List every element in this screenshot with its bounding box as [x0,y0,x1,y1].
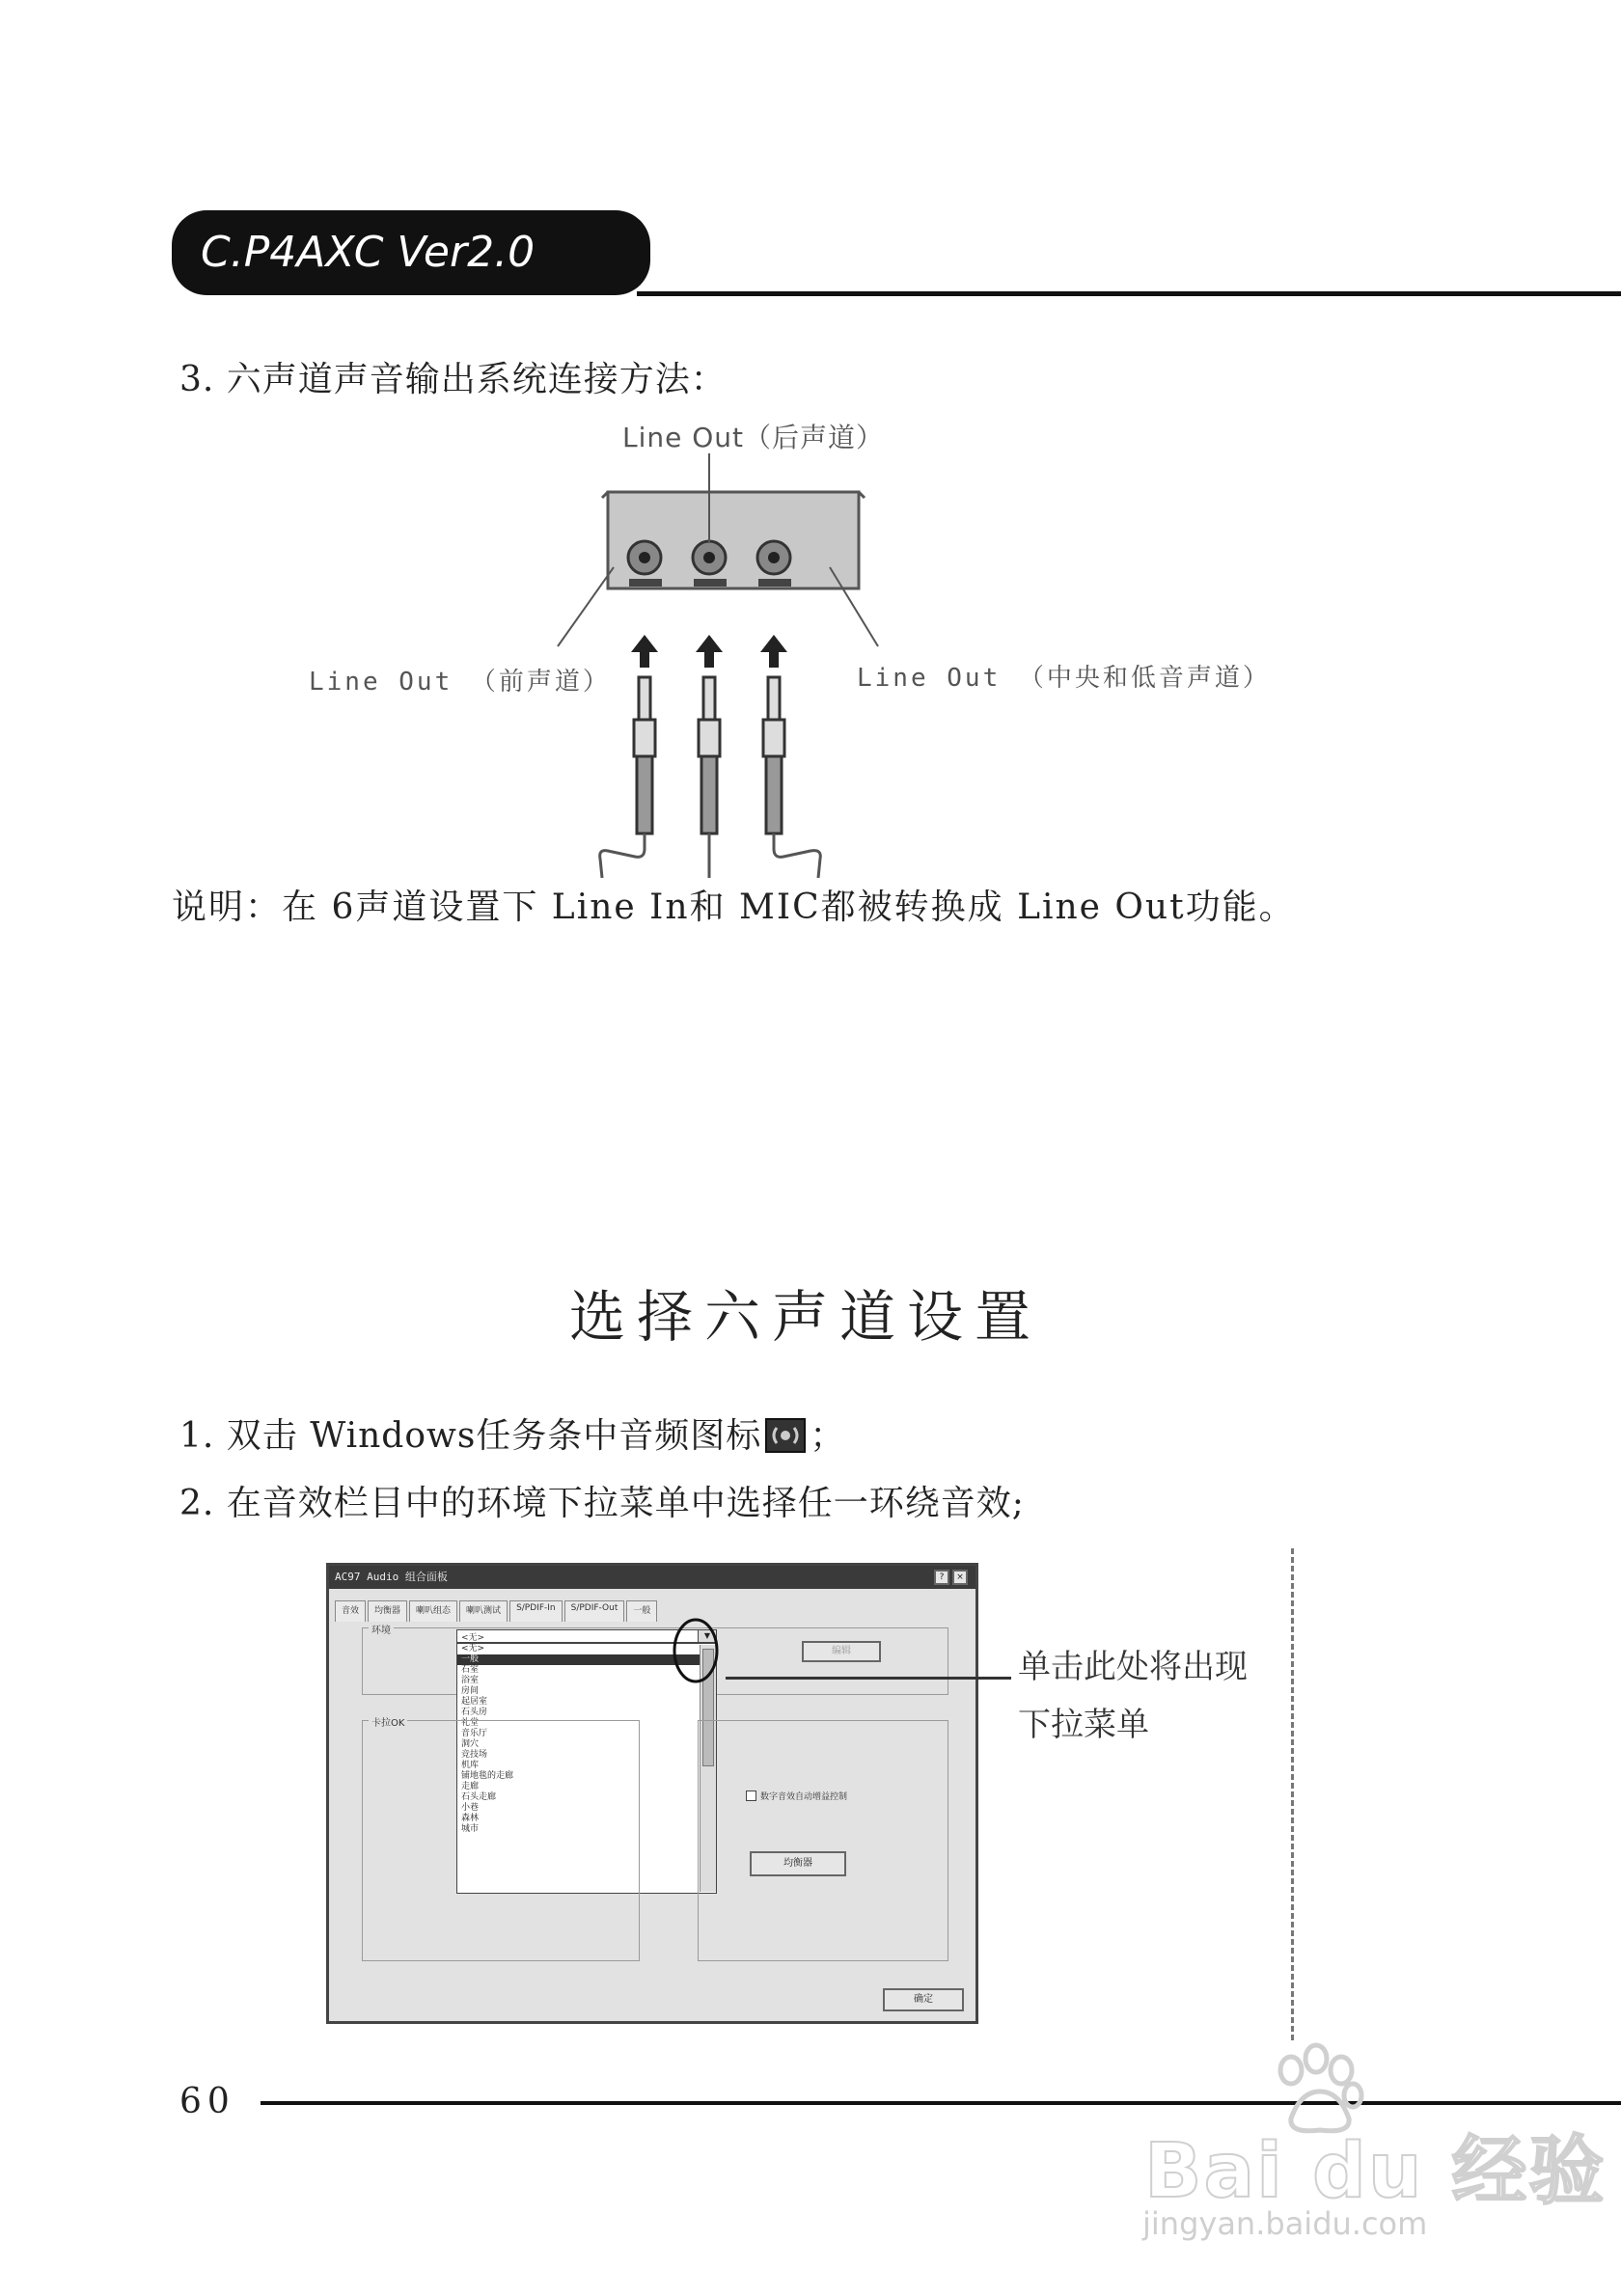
list-item[interactable]: 走廊 [461,1782,480,1791]
list-item[interactable]: 铺地毯的走廊 [461,1771,514,1781]
label-line-out-center: Line Out （中央和低音声道） [857,664,1271,693]
highlight-ellipse [667,1614,725,1691]
list-item[interactable]: 洞穴 [461,1739,480,1749]
list-item[interactable]: 浴室 [461,1676,480,1685]
agc-checkbox-row[interactable] [746,1790,847,1802]
tab-speaker-config[interactable]: 喇叭组态 [409,1600,457,1622]
tab-spdif-in[interactable]: S/PDIF-In [509,1600,563,1622]
group-karaoke [362,1720,640,1961]
audio-plugs [634,677,784,834]
page-number: 60 [179,2082,235,2121]
header-rule [637,291,1621,296]
window-title: AC97 Audio 组合面板 [335,1571,448,1583]
insert-arrows [631,635,787,668]
callout-line1: 单击此处将出现 [1018,1648,1248,1686]
edit-button[interactable]: 编辑 [802,1641,881,1662]
help-button[interactable]: ? [934,1570,949,1585]
tab-effects[interactable]: 音效 [335,1600,366,1622]
watermark-brand: Bai du 经验 [1144,2128,1607,2215]
group-environment-label: 环境 [369,1622,394,1636]
jack-center [757,541,791,587]
list-item[interactable]: 石头房 [461,1708,488,1717]
footer-rule [261,2101,1621,2105]
list-item[interactable]: 城市 [461,1824,480,1834]
tab-general[interactable]: 一般 [626,1600,657,1622]
callout-leader [726,1677,1011,1680]
audio-control-panel-screenshot [326,1563,978,2024]
dotted-margin-line [1291,1548,1294,2040]
step1-text: 1. 双击 Windows任务条中音频图标 [179,1416,762,1456]
audio-tray-icon [765,1418,806,1453]
list-item[interactable]: 起居室 [461,1697,488,1707]
list-item[interactable]: 石头走廊 [461,1792,497,1802]
step2: 2. 在音效栏目中的环境下拉菜单中选择任一环绕音效; [179,1484,1025,1523]
step1-end: ； [810,1416,846,1456]
tab-speaker-test[interactable]: 喇叭测试 [459,1600,508,1622]
header-title-banner [172,210,650,295]
tab-equalizer[interactable]: 均衡器 [368,1600,407,1622]
environment-dropdown-value: <无> [461,1633,485,1643]
list-item[interactable]: 森林 [461,1814,480,1823]
close-icon[interactable]: × [952,1570,968,1585]
callout-line2: 下拉菜单 [1018,1706,1149,1744]
list-item[interactable]: 竞技场 [461,1750,488,1760]
step1 [179,1408,845,1458]
window-title-bar [329,1566,975,1589]
audio-jack-diagram [540,453,965,878]
agc-checkbox[interactable] [746,1790,756,1801]
list-item[interactable]: 礼堂 [461,1718,480,1728]
window-controls [934,1570,968,1585]
jack-rear [693,541,727,587]
list-item[interactable]: 机库 [461,1761,480,1770]
label-line-out-rear: Line Out（后声道） [622,422,885,453]
tab-spdif-out[interactable]: S/PDIF-Out [564,1600,625,1622]
agc-checkbox-label: 数字音效自动增益控制 [760,1792,848,1802]
tab-bar [335,1600,659,1622]
list-item[interactable]: 房间 [461,1686,480,1696]
list-item[interactable]: 一般 [457,1654,716,1665]
list-item[interactable]: 石室 [461,1665,480,1675]
jack-front [628,541,662,587]
group-right [698,1720,948,1961]
section1-heading: 3. 六声道声音输出系统连接方法： [179,360,727,399]
list-item[interactable]: <无> [461,1644,485,1654]
section1-note: 说明：在 6声道设置下 Line In和 MIC都被转换成 Line Out功能。 [172,888,1296,927]
plug-cables [600,834,821,878]
list-item[interactable]: 小巷 [461,1803,480,1813]
section2-title: 选择六声道设置 [569,1284,1043,1350]
ok-button[interactable]: 确定 [883,1988,964,2011]
label-line-out-front: Line Out （前声道） [309,668,611,697]
group-karaoke-label: 卡拉OK [369,1714,407,1729]
chevron-down-icon[interactable]: ▼ [698,1629,717,1643]
header-title: C.P4AXC Ver2.0 [201,228,536,277]
watermark-url: jingyan.baidu.com [1142,2205,1428,2242]
list-item[interactable]: 音乐厅 [461,1729,488,1738]
equalizer-button[interactable]: 均衡器 [750,1851,846,1876]
leader-front [558,567,614,646]
